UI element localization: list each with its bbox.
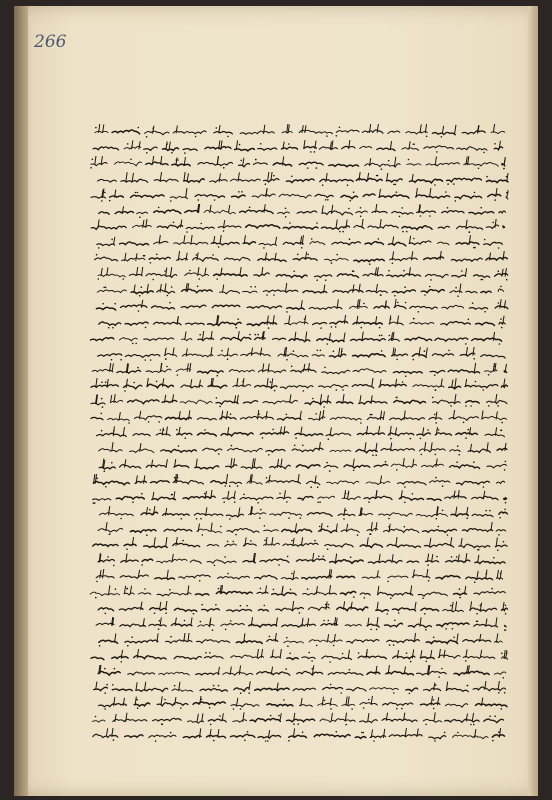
- handwritten-line: [86, 448, 510, 452]
- ink-strokes: [86, 299, 510, 313]
- ink-strokes: [86, 235, 510, 249]
- folio-number: 266: [34, 32, 67, 52]
- handwritten-line: [86, 528, 510, 532]
- handwritten-line: [86, 305, 510, 309]
- handwritten-line: [86, 734, 510, 738]
- ink-strokes: [86, 219, 510, 233]
- ink-strokes: [86, 267, 510, 281]
- handwritten-line: [86, 130, 510, 134]
- ink-strokes: [86, 204, 510, 218]
- handwritten-line: [86, 289, 510, 293]
- ink-strokes: [86, 633, 510, 647]
- ink-strokes: [86, 347, 510, 361]
- handwritten-line: [86, 591, 510, 595]
- ink-strokes: [86, 363, 510, 377]
- handwritten-text-block: [86, 130, 510, 750]
- handwritten-line: [86, 512, 510, 516]
- ink-strokes: [86, 728, 510, 742]
- ink-strokes: [86, 681, 510, 695]
- handwritten-line: [86, 639, 510, 643]
- handwritten-line: [86, 432, 510, 436]
- handwritten-line: [86, 575, 510, 579]
- handwritten-line: [86, 718, 510, 722]
- handwritten-line: [86, 257, 510, 261]
- handwritten-line: [86, 687, 510, 691]
- handwritten-line: [86, 702, 510, 706]
- handwritten-line: [86, 353, 510, 357]
- ink-strokes: [86, 569, 510, 583]
- ink-strokes: [86, 553, 510, 567]
- handwritten-line: [86, 273, 510, 277]
- ink-strokes: [86, 665, 510, 679]
- handwritten-line: [86, 671, 510, 675]
- ink-strokes: [86, 442, 510, 456]
- handwritten-line: [86, 162, 510, 166]
- handwritten-line: [86, 400, 510, 404]
- handwritten-line: [86, 210, 510, 214]
- handwritten-line: [86, 384, 510, 388]
- ink-strokes: [86, 649, 510, 663]
- ink-strokes: [86, 283, 510, 297]
- ink-strokes: [86, 712, 510, 726]
- ink-strokes: [86, 251, 510, 265]
- binding-gutter: [14, 6, 28, 796]
- handwritten-line: [86, 225, 510, 229]
- handwritten-line: [86, 607, 510, 611]
- page-edge: [528, 6, 538, 796]
- handwritten-line: [86, 480, 510, 484]
- ink-strokes: [86, 617, 510, 631]
- ink-strokes: [86, 601, 510, 615]
- ink-strokes: [86, 458, 510, 472]
- ink-strokes: [86, 585, 510, 599]
- handwritten-line: [86, 178, 510, 182]
- handwritten-line: [86, 655, 510, 659]
- ink-strokes: [86, 172, 510, 186]
- handwritten-line: [86, 496, 510, 500]
- ink-strokes: [86, 474, 510, 488]
- handwritten-line: [86, 543, 510, 547]
- ink-strokes: [86, 188, 510, 202]
- ink-strokes: [86, 426, 510, 440]
- handwritten-line: [86, 464, 510, 468]
- handwritten-line: [86, 369, 510, 373]
- ink-strokes: [86, 490, 510, 504]
- manuscript-page: [14, 6, 538, 796]
- ink-strokes: [86, 696, 510, 710]
- ink-strokes: [86, 537, 510, 551]
- ink-strokes: [86, 506, 510, 520]
- handwritten-line: [86, 623, 510, 627]
- handwritten-line: [86, 241, 510, 245]
- handwritten-line: [86, 194, 510, 198]
- handwritten-line: [86, 337, 510, 341]
- ink-strokes: [86, 410, 510, 424]
- ink-strokes: [86, 331, 510, 345]
- ink-strokes: [86, 394, 510, 408]
- ink-strokes: [86, 140, 510, 154]
- ink-strokes: [86, 315, 510, 329]
- handwritten-line: [86, 146, 510, 150]
- ink-strokes: [86, 156, 510, 170]
- handwritten-line: [86, 321, 510, 325]
- ink-strokes: [86, 522, 510, 536]
- ink-strokes: [86, 124, 510, 138]
- ink-strokes: [86, 378, 510, 392]
- handwritten-line: [86, 559, 510, 563]
- handwritten-line: [86, 416, 510, 420]
